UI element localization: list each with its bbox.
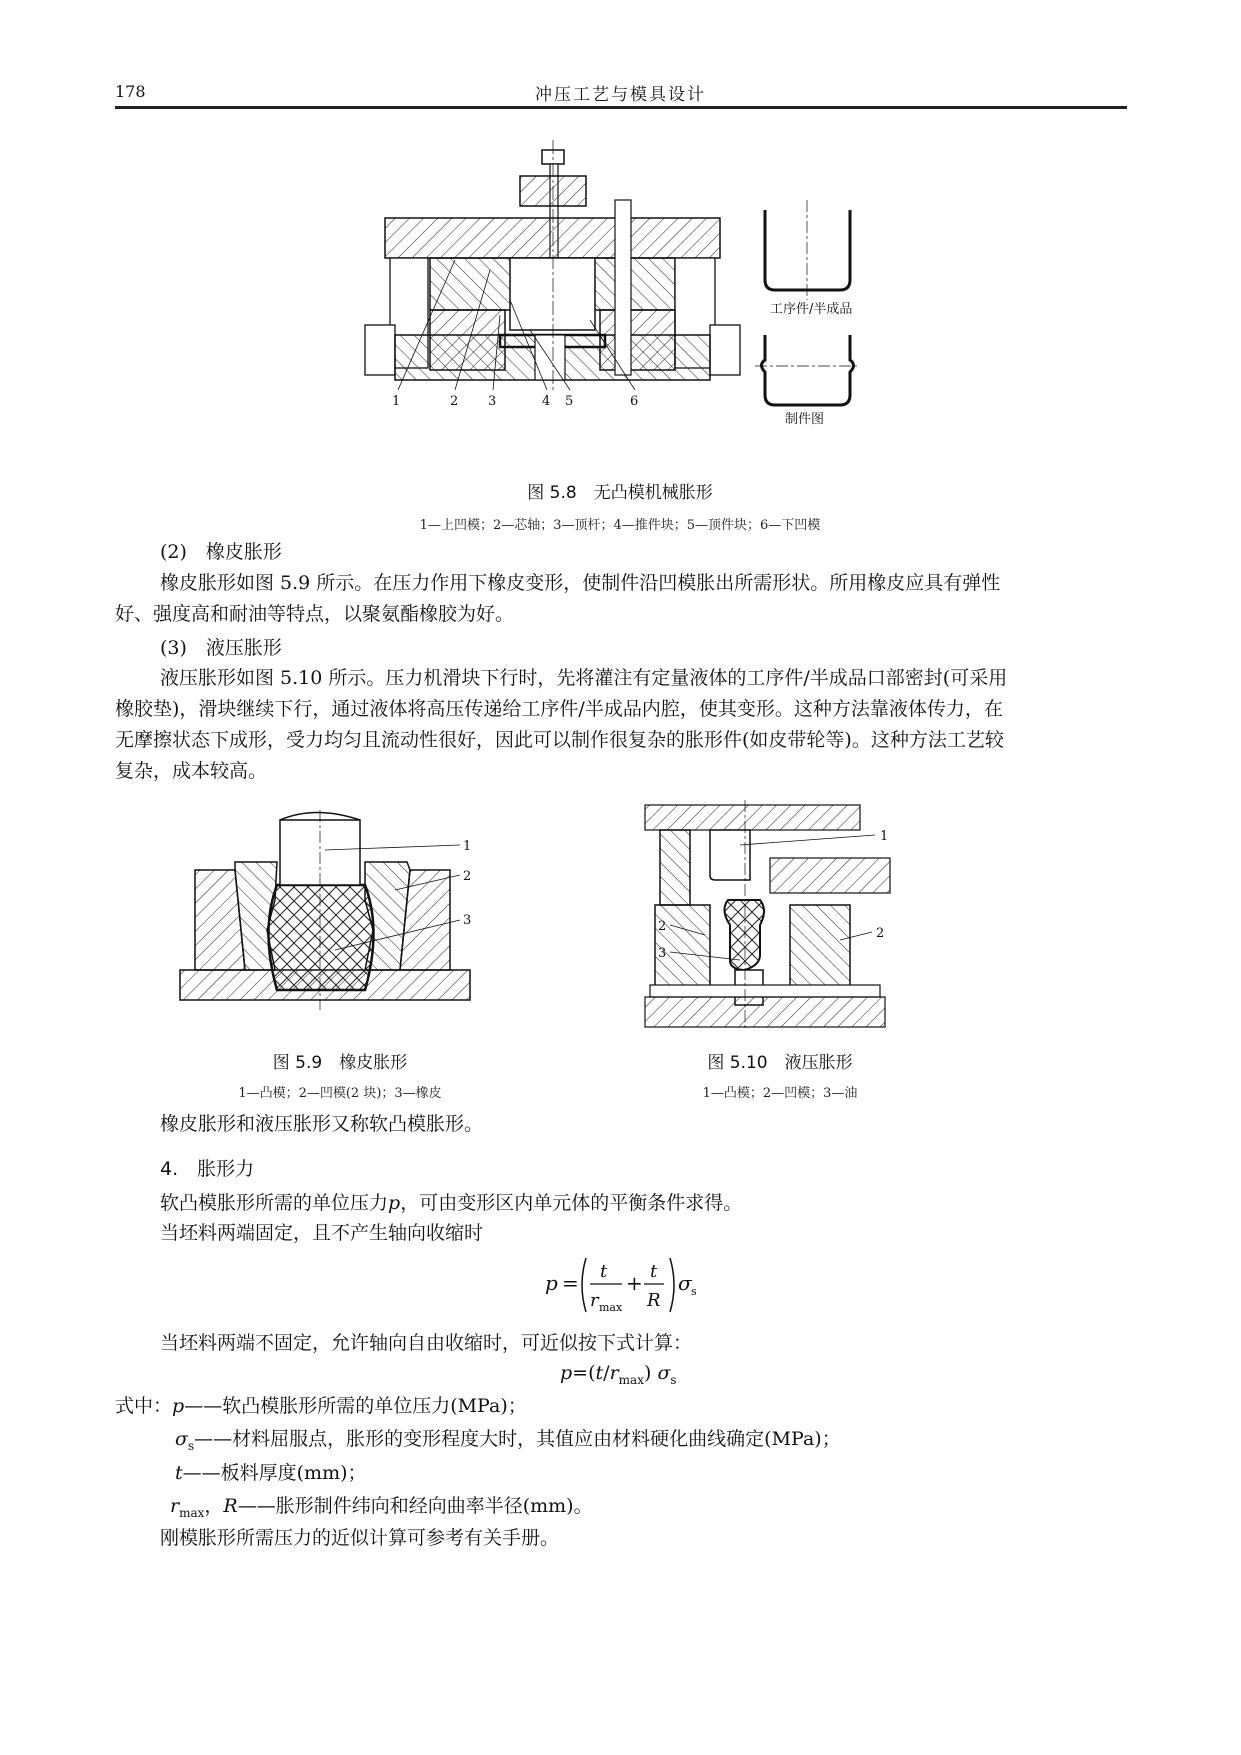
fig510-label-1: 1 — [880, 829, 889, 844]
def-line-t: t——板料厚度(mm)； — [175, 1462, 367, 1484]
fig58-label-6: 6 — [630, 394, 639, 409]
soft-die-note: 橡皮胀形和液压胀形又称软凸模胀形。 — [160, 1113, 484, 1135]
svg-text:σ: σ — [678, 1271, 692, 1295]
fig58-caption: 图 5.8 无凸模机械胀形 — [527, 483, 713, 503]
sec3-para-line-3: 无摩擦状态下成形，受力均匀且流动性很好，因此可以制作很复杂的胀形件(如皮带轮等)。这种方法工艺较 — [115, 729, 1004, 751]
fig510-legend: 1—凸模；2—凹模；3—油 — [702, 1086, 858, 1101]
figure-5-8-drawing — [360, 140, 920, 460]
def-line-r: $r_{max}$，R——胀形制件纬向和经向曲率半径(mm)。 — [170, 1495, 593, 1520]
fig510-label-2-left: 2 — [658, 919, 667, 934]
svg-text:R: R — [647, 1290, 661, 1311]
svg-text:t: t — [650, 1261, 658, 1282]
sec4-line-1: 软凸模胀形所需的单位压力p，可由变形区内单元体的平衡条件求得。 — [160, 1192, 743, 1214]
svg-text:=: = — [562, 1271, 579, 1295]
figure-5-10-drawing — [640, 800, 900, 1040]
fig510-caption: 图 5.10 液压胀形 — [707, 1053, 853, 1073]
sec3-para-line-2: 橡胶垫)，滑块继续下行，通过液体将高压传递给工序件/半成品内腔，使其变形。这种方法靠液体传力，在 — [115, 698, 1003, 720]
svg-text:p: p — [545, 1271, 558, 1295]
page-number: 178 — [115, 82, 146, 101]
fig58-label-4: 4 — [542, 394, 551, 409]
fig58-label-3: 3 — [488, 394, 497, 409]
sec2-heading: (2) 橡皮胀形 — [160, 541, 282, 563]
sec4-line-3: 当坯料两端不固定，允许轴向自由收缩时，可近似按下式计算： — [160, 1332, 693, 1354]
svg-text:max: max — [599, 1301, 623, 1314]
final-note: 刚模胀形所需压力的近似计算可参考有关手册。 — [160, 1527, 560, 1549]
formula-1 — [540, 1250, 710, 1320]
sec4-line-2: 当坯料两端固定，且不产生轴向收缩时 — [160, 1222, 484, 1244]
sec2-para-line-1: 橡皮胀形如图 5.9 所示。在压力作用下橡皮变形，使制件沿凹模胀出所需形状。所用橡皮应具有弹性 — [160, 572, 1001, 594]
fig59-label-1: 1 — [463, 839, 472, 854]
fig58-side-label-top: 工序件/半成品 — [770, 302, 853, 317]
sec2-para-line-2: 好、强度高和耐油等特点，以聚氨酯橡胶为好。 — [115, 603, 515, 625]
def-line-sigma: $\sigma_s——$材料屈服点，胀形的变形程度大时，其值应由材料硬化曲线确定(MPa)； — [175, 1428, 841, 1453]
formula-2: $p=(t/r_{max})$ $\sigma_s$ — [560, 1362, 677, 1387]
fig58-label-1: 1 — [392, 394, 401, 409]
header-rule — [115, 106, 1127, 109]
fig59-label-2: 2 — [463, 869, 472, 884]
fig510-label-2-right: 2 — [876, 926, 885, 941]
fig59-label-3: 3 — [463, 913, 472, 928]
sec3-para-line-1: 液压胀形如图 5.10 所示。压力机滑块下行时，先将灌注有定量液体的工序件/半成品口部密封(可采用 — [160, 667, 1008, 689]
fig58-label-5: 5 — [565, 394, 574, 409]
svg-text:r: r — [590, 1290, 599, 1311]
fig58-label-2: 2 — [450, 394, 459, 409]
sec3-para-line-4: 复杂，成本较高。 — [115, 760, 268, 782]
sec4-heading: 4. 胀形力 — [160, 1158, 255, 1180]
figure-5-9-drawing — [175, 810, 495, 1030]
fig59-legend: 1—凸模；2—凹模(2 块)；3—橡皮 — [238, 1086, 442, 1101]
fig59-caption: 图 5.9 橡皮胀形 — [272, 1053, 408, 1073]
fig58-side-label-bottom: 制件图 — [785, 412, 825, 427]
fig510-label-3: 3 — [658, 946, 667, 961]
running-title: 冲压工艺与模具设计 — [535, 85, 706, 105]
svg-text:t: t — [600, 1261, 608, 1282]
svg-text:s: s — [691, 1285, 697, 1298]
def-line-p: 式中：p——软凸模胀形所需的单位压力(MPa)； — [115, 1395, 527, 1417]
svg-text:+: + — [626, 1271, 643, 1295]
sec3-heading: (3) 液压胀形 — [160, 637, 282, 659]
fig58-legend: 1—上凹模；2—芯轴；3—顶杆；4—推件块；5—顶件块；6—下凹模 — [419, 518, 821, 533]
